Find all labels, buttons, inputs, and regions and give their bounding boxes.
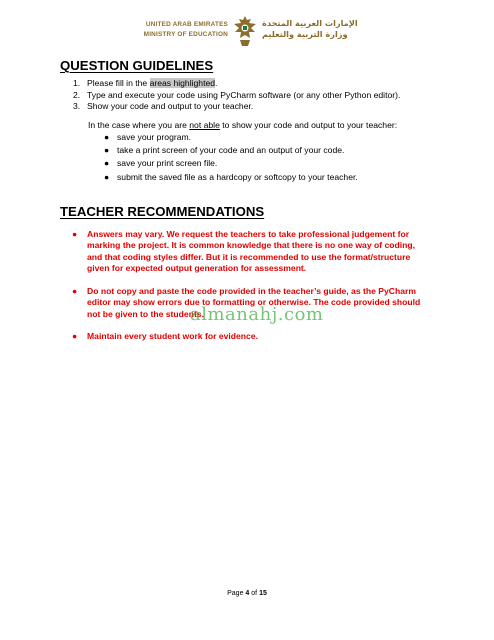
watermark: almanahj.com	[190, 304, 324, 325]
list-item: ● submit the saved file as a hardcopy or softcopy to your teacher.	[104, 171, 358, 184]
question-guidelines-heading: QUESTION GUIDELINES	[60, 58, 214, 73]
list-item: ● save your print screen file.	[104, 157, 358, 170]
recommendation-item: ● Maintain every student work for evidence.	[72, 331, 258, 341]
bullet-icon: ●	[72, 331, 78, 341]
case-bullet-list	[104, 131, 358, 184]
list-item: ● take a print screen of your code and an output of your code.	[104, 144, 358, 157]
teacher-recommendations-heading: TEACHER RECOMMENDATIONS	[60, 204, 265, 219]
ministry-name-arabic: الإمارات العربية المتحدة وزارة التربية والتعليم	[262, 18, 358, 39]
bullet-icon: ●	[104, 171, 110, 182]
page-header	[0, 14, 494, 54]
underlined-text: not able	[189, 120, 220, 130]
ministry-name-english: UNITED ARAB EMIRATES MINISTRY OF EDUCATION	[143, 21, 228, 38]
bullet-icon: ●	[104, 145, 110, 156]
case-instruction: In the case where you are not able to show your code and output to your teacher:	[88, 120, 398, 130]
highlighted-text: areas highlighted	[149, 78, 216, 88]
list-item: ● save your program.	[104, 131, 358, 144]
bullet-icon: ●	[72, 229, 78, 239]
bullet-icon: ●	[104, 158, 110, 169]
list-item: 2. Type and execute your code using PyCharm software (or any other Python editor).	[73, 89, 401, 100]
recommendation-item: ● Answers may vary. We request the teachers to take professional judgement for marking the project. It is common knowledge that there is no one way of coding, and that coding styles differ. But it is recommended to use the format/structure given for expected output generation for assessment.	[72, 229, 416, 274]
bullet-icon: ●	[72, 286, 78, 296]
recommendation-item: ● Do not copy and paste the code provided in the teacher’s guide, as the PyCharm editor may show errors due to formatting or otherwise. The code provided should not be given to the students.	[72, 286, 421, 319]
list-item: 1. Please fill in the areas highlighted.	[73, 78, 218, 88]
guidelines-list	[73, 78, 400, 113]
list-item: 3. Show your code and output to your teacher.	[73, 101, 254, 111]
bullet-icon: ●	[104, 132, 110, 142]
page-number: Page 4 of 15	[227, 590, 267, 597]
uae-emblem-icon	[232, 14, 258, 48]
